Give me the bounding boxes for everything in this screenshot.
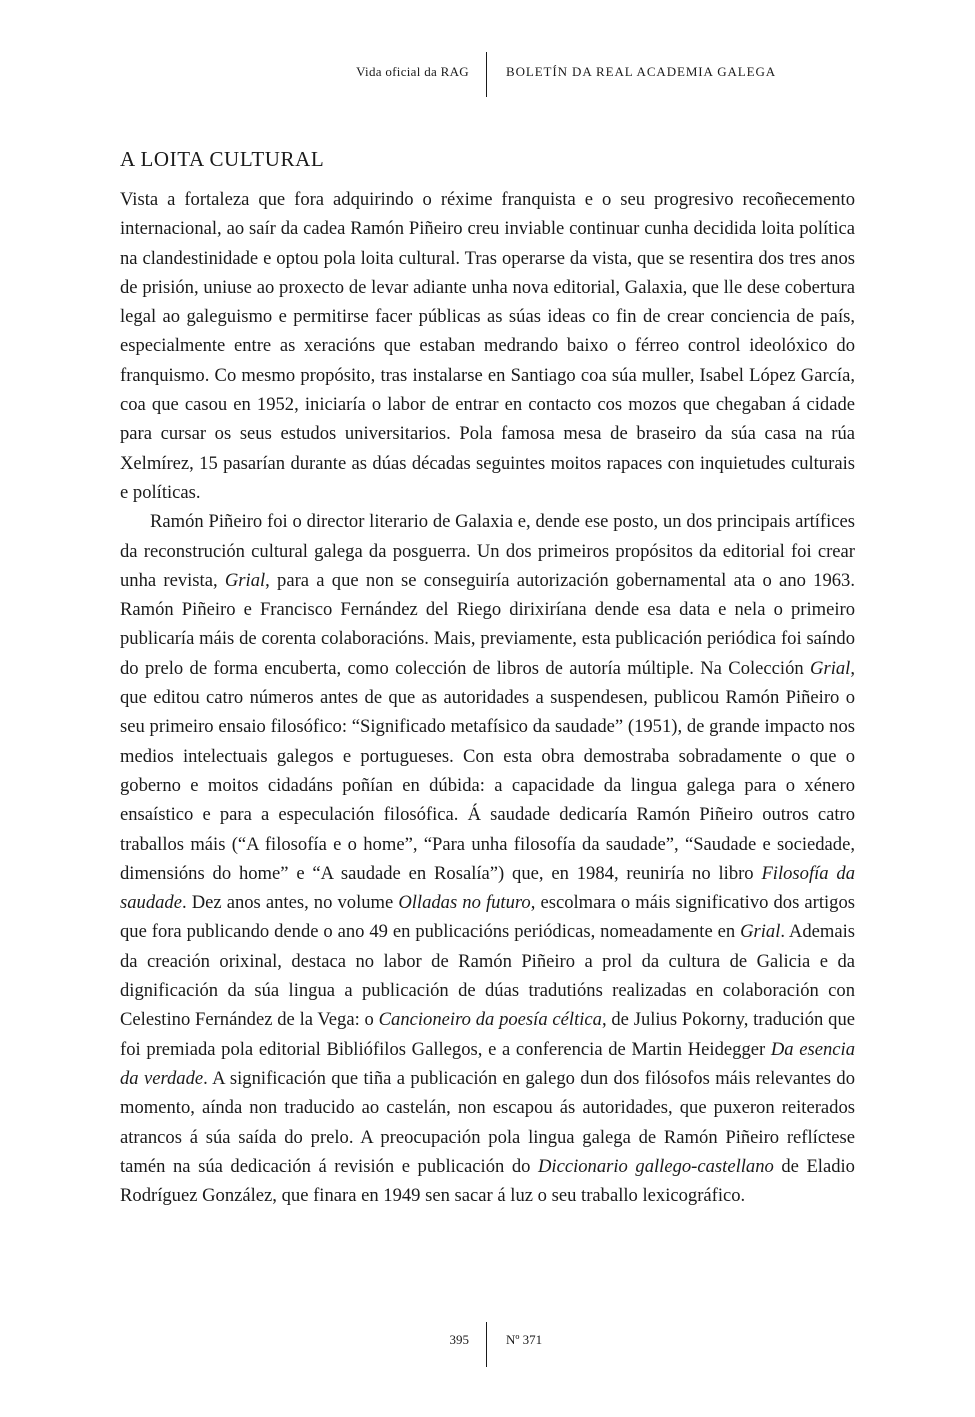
text-run: , escolmara o máis significativo dos artigos que fora publicando dende o ano 49 en publicacións periódicas, nomeadamente en [120, 892, 855, 943]
text-run: . Dez anos antes, no volume [181, 892, 399, 914]
header-section: Vida oficial da RAG [356, 64, 469, 79]
header-divider [486, 52, 487, 97]
text-run: , para a que non se conseguiría autorización gobernamental ata o ano 1963. Ramón Piñeiro e Francisco Fernández del Riego dirixiríana dende esa data e nela o primeiro publicaría máis de corenta colaboracións. Mais, previamente, esta publicación periódica foi saíndo do prelo de forma encuberta, como colección de libros de autoría múltiple. Na Colección [120, 569, 855, 679]
issue-number: Nº 371 [506, 1332, 543, 1347]
italic-title-run: Diccionario gallego-castellano [538, 1155, 774, 1177]
italic-title-run: Da esencia da verdade [120, 1038, 855, 1089]
text-run: . Ademais da creación orixinal, destaca no labor de Ramón Piñeiro a prol da cultura de Galicia e da dignificación da súa lingua a publicación de dúas tradutións realizadas en colaboración con Celestino Fernández de la Vega: o [120, 921, 855, 1031]
section-title: A LOITA CULTURAL [120, 147, 325, 171]
italic-title-run: Grial [740, 921, 781, 943]
text-run: Vista a fortaleza que fora adquirindo o réxime franquista e o seu progresivo recoñecemento internacional, ao saír da cadea Ramón Piñeiro creu inviable continuar cunha decidida loita política na clandestinidade e optou pola loita cultural. Tras operarse da vista, que se resentira dos tres anos de prisión, uniuse ao proxecto de levar adiante unha nova editorial, Galaxia, que lle dese cobertura legal ao galeguismo e permitirse facer públicas as súas ideas co fin de crear conciencia de país, especialmente entre as xeracións que estaban medrando baixo o férreo control ideolóxico do franquismo. Co mesmo propósito, tras instalarse en Santiago coa súa muller, Isabel López García, coa que casou en 1952, iniciaría o labor de entrar en contacto cos mozos que chegaban á cidade para cursar os seus estudos universitarios. Pola famosa mesa de braseiro da súa casa na rúa Xelmírez, 15 pasarían durante as dúas décadas seguintes moitos rapaces con inquietudes culturais e políticas. [120, 189, 855, 503]
text-run: , que editou catro números antes de que as autoridades a suspendesen, publicou Ramón Piñeiro o seu primeiro ensaio filosófico: “Significado metafísico da saudade” (1951), de grande impacto nos medios intelectuais galegos e portugueses. Con esta obra demostraba sobradamente o que o goberno e moitos cidadáns poñían en dúbida: a capacidade da lingua galega para o xénero ensaístico e para a especulación filosófica. Á saudade dedicaría Ramón Piñeiro outros catro traballos máis (“A filosofía e o home”, “Para unha filosofía da saudade”, “Saudade e sociedade, dimensións do home” e “A saudade en Rosalía”) que, en 1984, reuniría no libro [120, 657, 855, 884]
italic-title-run: Cancioneiro da poesía céltica [378, 1009, 602, 1031]
footer-divider [486, 1322, 487, 1367]
italic-title-run: Grial [810, 657, 851, 679]
text-run: . A significación que tiña a publicación en galego dun dos filósofos máis relevantes do momento, aínda non traducido ao castelán, non escapou ás autoridades, que puxeron reiterados atrancos á súa saída do prelo. A preocupación pola lingua galega de Ramón Piñeiro reflíctese tamén na súa dedicación á revisión e publicación do [120, 1067, 855, 1177]
article-body [120, 185, 855, 1210]
text-run: , de Julius Pokorny, tradución que foi premiada pola editorial Bibliófilos Gallegos, e a conferencia de Martin Heidegger [120, 1009, 855, 1060]
italic-title-run: Olladas no futuro [398, 892, 531, 914]
paragraph [120, 185, 855, 507]
paragraph [120, 507, 855, 1210]
text-run: Ramón Piñeiro foi o director literario de Galaxia e, dende ese posto, un dos principais artífices da reconstrución cultural galega da posguerra. Un dos primeiros propósitos da editorial foi crear unha revista, [120, 511, 855, 591]
italic-title-run: Grial [224, 569, 266, 591]
page-number: 395 [449, 1332, 469, 1347]
text-run: de Eladio Rodríguez González, que finara en 1949 sen sacar á luz o seu traballo lexicográfico. [120, 1155, 855, 1207]
italic-title-run: Filosofía da saudade [120, 862, 856, 914]
header-publication: BOLETÍN DA REAL ACADEMIA GALEGA [506, 64, 777, 79]
